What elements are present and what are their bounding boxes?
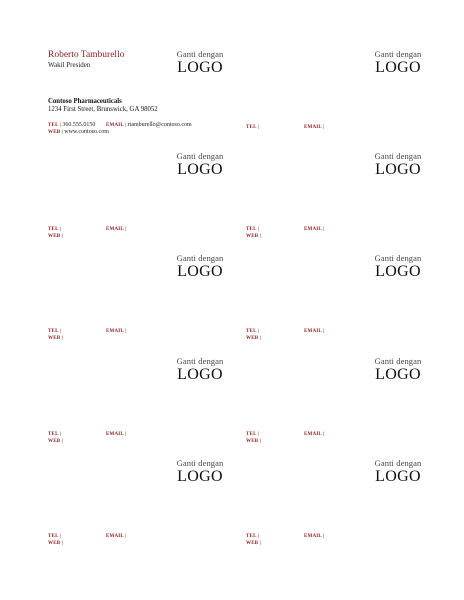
contact-block: [246, 431, 436, 445]
logo-placeholder: [160, 357, 240, 383]
person-block: [48, 50, 158, 70]
logo-placeholder: [358, 50, 438, 76]
web-value: www.contoso.com: [64, 129, 109, 135]
email-label: EMAIL |: [106, 534, 127, 539]
email-label: EMAIL |: [106, 432, 127, 437]
business-card: [244, 150, 440, 250]
email-label: EMAIL |: [304, 227, 325, 232]
tel-label: TEL |: [246, 125, 260, 130]
logo-sub-text: Ganti dengan: [176, 49, 224, 59]
company-name: Contoso Pharmaceuticals: [48, 98, 122, 105]
web-label: WEB |: [48, 439, 64, 444]
contact-block: [246, 328, 436, 342]
logo-text: LOGO: [177, 160, 223, 178]
business-card: [46, 252, 242, 352]
contact-block: [246, 226, 436, 240]
logo-text: LOGO: [177, 58, 223, 76]
contact-block: [48, 533, 238, 547]
logo-placeholder: [358, 254, 438, 280]
email-label: EMAIL |: [304, 432, 325, 437]
logo-sub-text: Ganti dengan: [374, 151, 422, 161]
contact-block: [48, 122, 238, 148]
web-label: WEB |: [246, 541, 262, 546]
contact-block: [48, 328, 238, 342]
tel-value: 360.555.0150: [62, 122, 96, 128]
email-value: rtamburello@contoso.com: [127, 122, 192, 128]
person-title: Wakil Presiden: [48, 61, 91, 69]
business-card: [46, 457, 242, 557]
business-card: [46, 355, 242, 455]
logo-sub-text: Ganti dengan: [374, 458, 422, 468]
business-card: [46, 48, 242, 148]
logo-placeholder: [160, 50, 240, 76]
tel-label: TEL |: [48, 432, 62, 437]
business-card: [244, 355, 440, 455]
web-label: WEB |: [246, 234, 262, 239]
email-label: EMAIL |: [106, 227, 127, 232]
email-label: EMAIL |: [304, 329, 325, 334]
logo-text: LOGO: [375, 467, 421, 485]
logo-sub-text: Ganti dengan: [374, 49, 422, 59]
logo-placeholder: [358, 152, 438, 178]
business-card: [244, 48, 440, 148]
logo-placeholder: [358, 357, 438, 383]
web-label: WEB |: [48, 541, 64, 546]
company-block: [48, 98, 238, 114]
logo-text: LOGO: [375, 365, 421, 383]
email-label: EMAIL |: [106, 329, 127, 334]
business-card: [244, 457, 440, 557]
tel-label: TEL |: [246, 432, 260, 437]
web-label: WEB |: [246, 439, 262, 444]
business-card: [244, 252, 440, 352]
email-label: EMAIL |: [304, 534, 325, 539]
logo-text: LOGO: [375, 58, 421, 76]
logo-text: LOGO: [177, 467, 223, 485]
tel-label: TEL |: [246, 534, 260, 539]
logo-sub-text: Ganti dengan: [176, 458, 224, 468]
contact-block: [246, 124, 436, 131]
logo-placeholder: [160, 459, 240, 485]
logo-sub-text: Ganti dengan: [176, 151, 224, 161]
tel-label: TEL |: [48, 534, 62, 539]
web-label: WEB |: [48, 336, 64, 341]
logo-placeholder: [160, 152, 240, 178]
logo-sub-text: Ganti dengan: [176, 356, 224, 366]
web-label: WEB |: [48, 130, 64, 135]
logo-placeholder: [358, 459, 438, 485]
contact-block: [48, 431, 238, 445]
tel-label: TEL |: [48, 123, 62, 128]
contact-block: [246, 533, 436, 547]
logo-sub-text: Ganti dengan: [374, 356, 422, 366]
tel-label: TEL |: [48, 329, 62, 334]
logo-placeholder: [160, 254, 240, 280]
person-name: Roberto Tamburello: [48, 50, 125, 60]
company-address: 1234 First Street, Brunswick, GA 98052: [48, 106, 158, 113]
email-label: EMAIL |: [106, 123, 127, 128]
web-label: WEB |: [246, 336, 262, 341]
logo-text: LOGO: [177, 262, 223, 280]
tel-label: TEL |: [48, 227, 62, 232]
tel-label: TEL |: [246, 329, 260, 334]
tel-label: TEL |: [246, 227, 260, 232]
logo-text: LOGO: [177, 365, 223, 383]
logo-sub-text: Ganti dengan: [374, 253, 422, 263]
logo-sub-text: Ganti dengan: [176, 253, 224, 263]
logo-text: LOGO: [375, 160, 421, 178]
email-label: EMAIL |: [304, 125, 325, 130]
web-label: WEB |: [48, 234, 64, 239]
contact-block: [48, 226, 238, 240]
business-card: [46, 150, 242, 250]
logo-text: LOGO: [375, 262, 421, 280]
